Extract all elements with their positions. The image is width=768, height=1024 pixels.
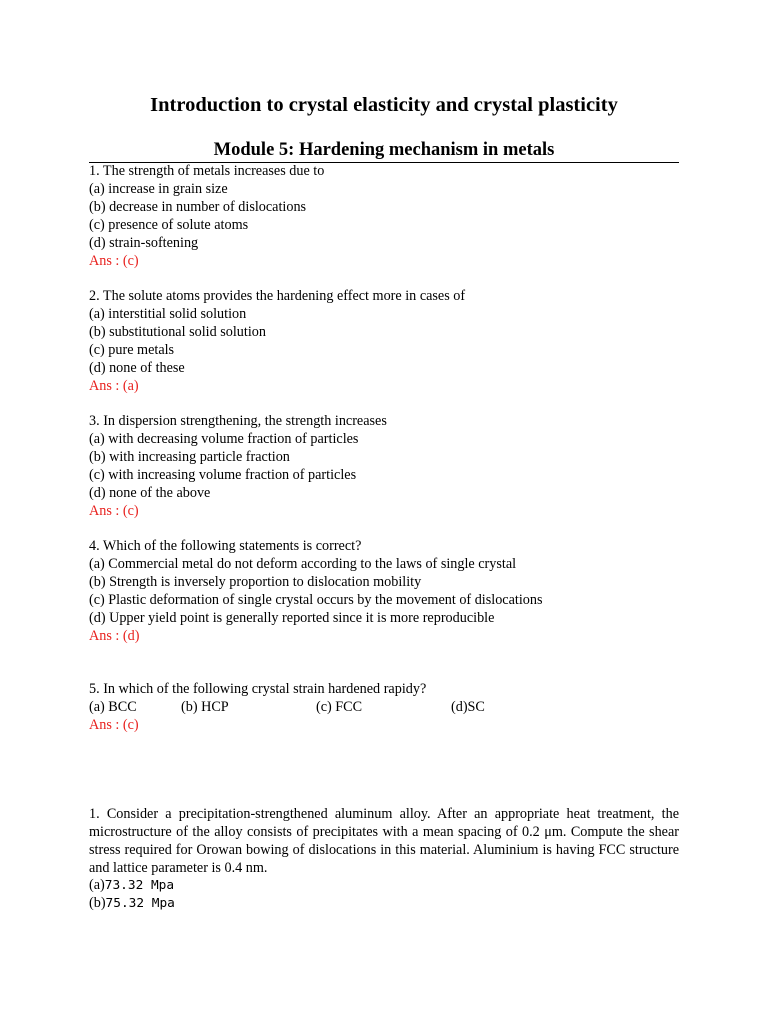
option-value: 73.32 Mpa [104,878,175,893]
option-prefix: (a) [89,877,105,893]
answer: Ans : (c) [89,502,139,519]
question-2 [89,288,679,395]
option: (b) with increasing particle fraction [89,448,290,465]
option: (c) pure metals [89,341,175,358]
answer: Ans : (a) [89,377,139,394]
question-text: 3. In dispersion strengthening, the strength increases [89,413,387,429]
problem-option-a [89,877,174,895]
option: (b) HCP [181,698,229,715]
option: (d)SC [451,698,485,715]
module-heading: Module 5: Hardening mechanism in metals [213,140,555,160]
question-text: 5. In which of the following crystal strain hardened rapidy? [89,681,427,697]
answer: Ans : (c) [89,716,139,733]
option: (d) strain-softening [89,234,199,251]
problem-option-b [89,895,175,913]
option: (b) substitutional solid solution [89,323,266,340]
option: (a) increase in grain size [89,180,228,197]
option: (a) Commercial metal do not deform according to the laws of single crystal [89,555,517,572]
numerical-problem: 1. Consider a precipitation-strengthened aluminum alloy. After an appropriate heat treatment, the microstructure of the alloy consists of precipitates with a mean spacing of 0.2 μm. Compute the shear stress required for Orowan bowing of dislocations in this material. Aluminium is having FCC structure and lattice parameter is 0.4 nm. [89,806,679,876]
option: (a) with decreasing volume fraction of particles [89,430,359,447]
option: (c) FCC [316,698,363,715]
question-text: 4. Which of the following statements is correct? [89,538,362,554]
option: (c) Plastic deformation of single crystal occurs by the movement of dislocations [89,591,543,608]
option: (a) interstitial solid solution [89,305,247,322]
option: (d) none of these [89,359,185,376]
option: (d) none of the above [89,484,211,501]
answer: Ans : (c) [89,252,139,269]
question-4 [89,538,679,645]
option: (c) with increasing volume fraction of particles [89,466,357,483]
question-5 [89,681,679,735]
option: (c) presence of solute atoms [89,216,249,233]
option-prefix: (b) [89,895,106,911]
option-row [89,699,679,717]
option: (d) Upper yield point is generally reported since it is more reproducible [89,609,495,626]
option: (b) decrease in number of dislocations [89,198,307,215]
question-3 [89,413,679,520]
answer: Ans : (d) [89,627,140,644]
question-text: 2. The solute atoms provides the hardening effect more in cases of [89,288,466,304]
option: (b) Strength is inversely proportion to dislocation mobility [89,573,422,590]
question-text: 1. The strength of metals increases due to [89,163,325,179]
question-1 [89,163,679,270]
option-value: 75.32 Mpa [105,896,175,911]
page-title: Introduction to crystal elasticity and crystal plasticity [150,94,618,116]
option: (a) BCC [89,698,137,715]
